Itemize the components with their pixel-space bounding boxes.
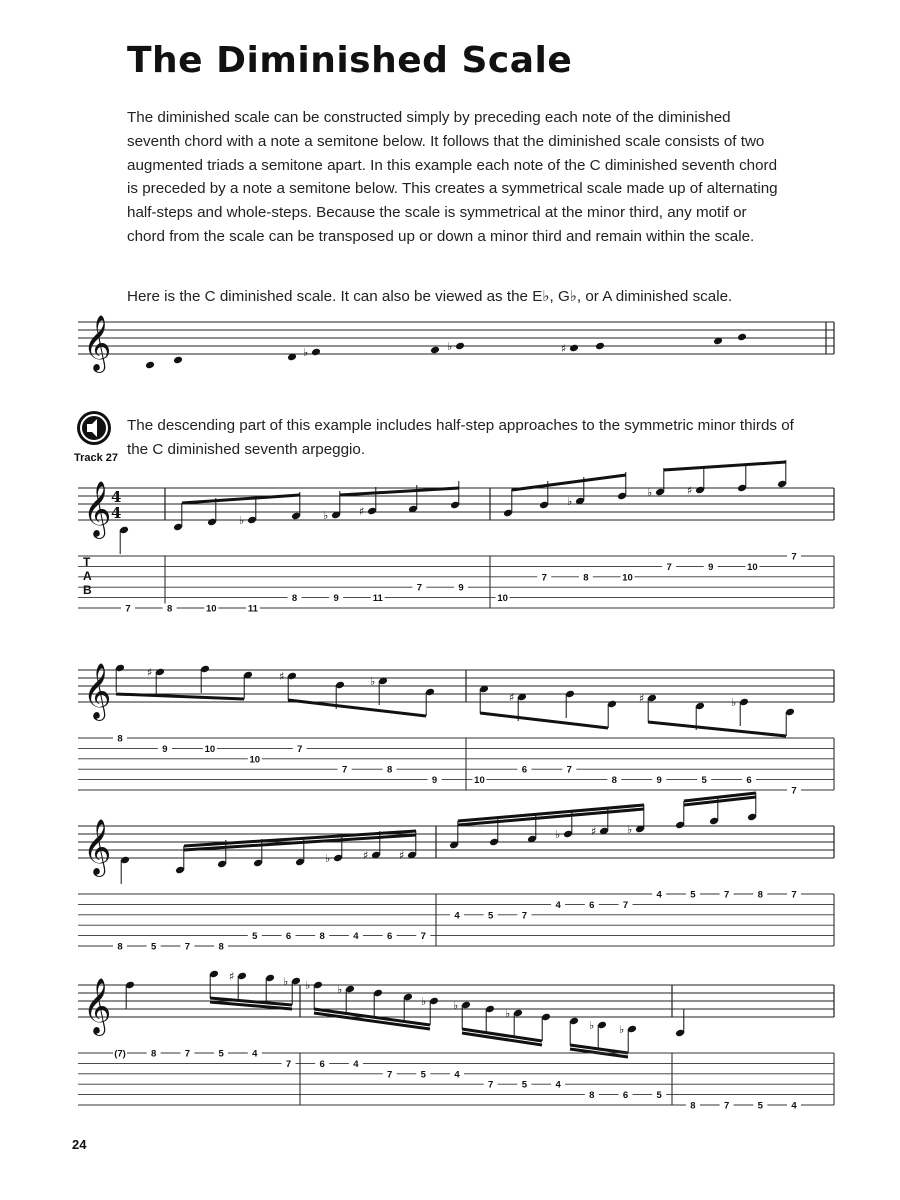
tab-fret-number: 9 — [458, 582, 464, 594]
notehead — [145, 361, 155, 370]
accidental: ♯ — [279, 670, 285, 683]
time-signature-bottom: 4 — [111, 504, 122, 522]
tab-fret-number: 7 — [184, 941, 191, 953]
beam — [458, 805, 644, 821]
accidental: ♭ — [337, 983, 343, 996]
accidental: ♯ — [687, 484, 693, 497]
tab-fret-number: 8 — [583, 572, 589, 584]
beam — [314, 1013, 430, 1029]
tab-fret-number: 6 — [285, 931, 292, 943]
tab-fret-number: 4 — [353, 1058, 359, 1070]
accidental: ♭ — [325, 852, 331, 865]
tab-fret-number: 10 — [622, 572, 633, 584]
accidental: ♯ — [363, 849, 369, 862]
accidental: ♭ — [627, 823, 633, 836]
tab-fret-number: 5 — [690, 889, 696, 901]
treble-clef: 𝄞 — [83, 315, 112, 371]
tab-fret-number: 9 — [162, 743, 168, 755]
tab-fret-number: 5 — [252, 931, 258, 943]
tab-fret-number: 6 — [521, 764, 528, 776]
tab-fret-number: 6 — [622, 1090, 629, 1102]
accidental: ♭ — [370, 675, 376, 688]
tab-fret-number: 8 — [151, 1048, 157, 1060]
accidental: ♭ — [305, 979, 311, 992]
accidental: ♭ — [453, 999, 459, 1012]
tab-label: A — [83, 569, 92, 583]
beam — [116, 694, 244, 699]
notehead — [595, 342, 605, 351]
tab-fret-number: 9 — [333, 593, 339, 605]
tab-fret-number: 7 — [791, 889, 797, 901]
tab-fret-number: 5 — [757, 1100, 763, 1112]
tab-fret-number: 8 — [166, 603, 173, 615]
accidental: ♭ — [619, 1023, 625, 1036]
tab-fret-number: 9 — [431, 775, 438, 787]
tab-fret-number: 6 — [589, 899, 595, 911]
tab-fret-number: 8 — [218, 941, 224, 953]
treble-clef: 𝄞 — [83, 663, 112, 719]
tab-fret-number: 8 — [117, 941, 123, 953]
tab-fret-number: 4 — [656, 889, 662, 901]
tab-fret-number: 7 — [666, 561, 672, 573]
beam — [480, 713, 608, 728]
tab-fret-number: (7) — [114, 1048, 126, 1060]
tab-fret-number: 7 — [125, 603, 131, 615]
accidental: ♭ — [421, 995, 427, 1008]
time-signature-top: 4 — [111, 488, 122, 506]
tab-fret-number: 8 — [386, 764, 393, 776]
tab-fret-number: 5 — [218, 1048, 224, 1060]
accidental: ♯ — [147, 666, 153, 679]
tab-fret-number: 7 — [285, 1058, 292, 1070]
accidental: ♭ — [589, 1019, 595, 1032]
tab-fret-number: 8 — [611, 775, 617, 787]
tab-fret-number: 7 — [488, 1079, 494, 1091]
tab-fret-number: 5 — [420, 1069, 426, 1081]
treble-clef: 𝄞 — [83, 978, 112, 1034]
notehead — [737, 333, 747, 342]
notehead — [569, 344, 579, 353]
tab-fret-number: 7 — [386, 1069, 393, 1081]
tab-fret-number: 4 — [353, 931, 359, 943]
tab-fret-number: 5 — [521, 1079, 528, 1091]
accidental: ♭ — [239, 514, 245, 527]
tab-fret-number: 10 — [205, 603, 217, 615]
tab-fret-number: 5 — [151, 941, 157, 953]
tab-fret-number: 4 — [454, 1069, 460, 1081]
tab-fret-number: 6 — [319, 1058, 325, 1070]
accidental: ♯ — [591, 825, 597, 838]
tab-fret-number: 8 — [757, 889, 763, 901]
scale-intro-text: Here is the C diminished scale. It can also be viewed as the E♭, G♭, or A diminished scale. — [127, 288, 733, 305]
tab-fret-number: 7 — [342, 764, 348, 776]
tab-fret-number: 5 — [656, 1090, 662, 1102]
accidental: ♯ — [399, 849, 405, 862]
tab-fret-number: 7 — [723, 889, 730, 901]
beam — [664, 462, 786, 470]
tab-fret-number: 10 — [497, 593, 508, 605]
tab-fret-number: 7 — [521, 910, 528, 922]
accidental: ♯ — [359, 505, 365, 518]
tab-fret-number: 4 — [791, 1100, 797, 1112]
accidental: ♯ — [561, 342, 567, 355]
accidental: ♭ — [731, 696, 737, 709]
accidental: ♯ — [639, 692, 645, 705]
accidental: ♭ — [505, 1007, 511, 1020]
tab-fret-number: 11 — [372, 593, 383, 605]
beam — [648, 722, 786, 736]
accidental: ♯ — [229, 970, 235, 983]
track-label: Track 27 — [74, 452, 119, 464]
tab-fret-number: 7 — [791, 785, 797, 797]
intro-paragraph: The diminished scale can be constructed simply by preceding each note of the diminished seventh chord with a note a semitone below. It follows that the diminished scale consists of two augmented triads a semitone apart. In this example each note of the C diminished seventh chord is preceded by a note a semitone below. This creates a symmetrical scale made up of alternating half-steps and whole-steps. Because the scale is symmetrical at the minor third, any motif or chord from the scale can be transposed up or down a minor third and remain within the scale. — [127, 109, 778, 245]
tab-fret-number: 10 — [747, 561, 758, 573]
accidental: ♭ — [647, 486, 653, 499]
page-number: 24 — [72, 1137, 87, 1152]
tab-fret-number: 8 — [690, 1100, 696, 1112]
treble-clef: 𝄞 — [83, 481, 112, 537]
tab-fret-number: 8 — [319, 931, 325, 943]
tab-fret-number: 8 — [589, 1090, 595, 1102]
tab-fret-number: 7 — [723, 1100, 730, 1112]
notehead — [173, 356, 183, 365]
tab-fret-number: 4 — [252, 1048, 258, 1060]
tab-fret-number: 9 — [708, 561, 714, 573]
tab-fret-number: 7 — [420, 931, 426, 943]
tab-fret-number: 7 — [541, 572, 547, 584]
tab-fret-number: 8 — [117, 733, 123, 745]
beam — [458, 809, 644, 825]
treble-clef: 𝄞 — [83, 819, 112, 875]
tab-fret-number: 4 — [555, 1079, 561, 1091]
tab-fret-number: 7 — [622, 899, 629, 911]
notehead — [311, 348, 321, 357]
tab-fret-number: 4 — [555, 899, 561, 911]
tab-fret-number: 7 — [184, 1048, 191, 1060]
tab-fret-number: 7 — [416, 582, 423, 594]
accidental: ♭ — [555, 828, 561, 841]
tab-fret-number: 9 — [656, 775, 662, 787]
notehead — [430, 346, 440, 355]
tab-fret-number: 10 — [204, 743, 216, 755]
accidental: ♭ — [447, 340, 453, 353]
tab-fret-number: 7 — [791, 551, 797, 563]
accidental: ♭ — [303, 346, 309, 359]
accidental: ♭ — [567, 495, 573, 508]
tab-fret-number: 6 — [746, 775, 752, 787]
tab-label: T — [83, 555, 91, 569]
tab-fret-number: 10 — [249, 754, 261, 766]
tab-fret-number: 8 — [291, 593, 298, 605]
tab-fret-number: 4 — [454, 910, 460, 922]
tab-label: B — [83, 583, 92, 597]
tab-fret-number: 10 — [474, 775, 485, 787]
tab-fret-number: 7 — [297, 743, 303, 755]
example-description: The descending part of this example includes half-step approaches to the symmetric minor thirds of the C diminished seventh arpeggio. — [127, 417, 794, 458]
beam — [340, 488, 459, 495]
page-title: The Diminished Scale — [127, 40, 573, 81]
tab-fret-number: 5 — [701, 775, 707, 787]
accidental: ♯ — [509, 691, 515, 704]
tab-fret-number: 11 — [247, 603, 258, 615]
tab-fret-number: 7 — [566, 764, 572, 776]
notehead — [455, 342, 465, 351]
accidental: ♭ — [323, 509, 329, 522]
tab-fret-number: 5 — [488, 910, 494, 922]
tab-fret-number: 6 — [386, 931, 393, 943]
accidental: ♭ — [283, 975, 289, 988]
